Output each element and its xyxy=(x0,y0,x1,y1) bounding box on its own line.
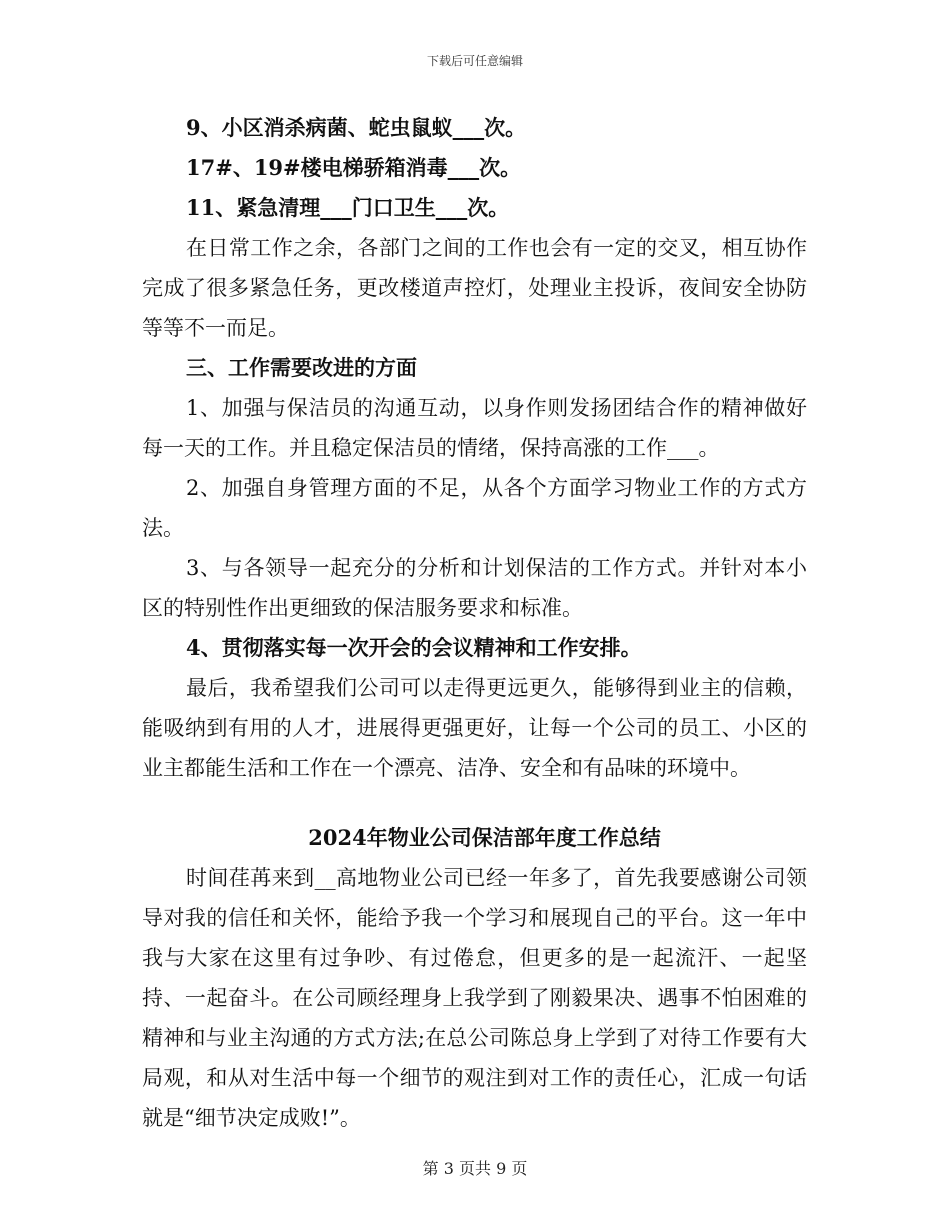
paragraph-daily-work: 在日常工作之余，各部门之间的工作也会有一定的交叉，相互协作完成了很多紧急任务，更改楼道声控灯，处理业主投诉，夜间安全协防等等不一而足。 xyxy=(142,236,807,340)
document-body xyxy=(142,108,807,1138)
item-9-disinfection: 9、小区消杀病菌、蛇虫鼠蚁___次。 xyxy=(186,115,527,140)
section-title: 2024年物业公司保洁部年度工作总结 xyxy=(308,825,661,850)
page-header-note: 下载后可任意编辑 xyxy=(426,54,523,68)
item-11-emergency-cleaning: 11、紧急清理___门口卫生___次。 xyxy=(186,195,510,220)
paragraph-annual-summary-intro: 时间荏苒来到__高地物业公司已经一年多了，首先我要感谢公司领导对我的信任和关怀，能给予我一个学习和展现自己的平台。这一年中我与大家在这里有过争吵、有过倦怠，但更多的是一起流汗、一起坚持、一起奋斗。在公司顾经理身上我学到了刚毅果决、遇事不怕困难的精神和与业主沟通的方式方法;在总公司陈总身上学到了对待工作要有大局观，和从对生活中每一个细节的观注到对工作的责任心，汇成一句话就是“细节决定成败!”。 xyxy=(142,866,807,1130)
paragraph-conclusion: 最后，我希望我们公司可以走得更远更久，能够得到业主的信赖，能吸纳到有用的人才，进展得更强更好，让每一个公司的员工、小区的业主都能生活和工作在一个漂亮、洁净、安全和有品味的环境中。 xyxy=(142,676,807,780)
item-elevator-disinfection: 17#、19#楼电梯骄箱消毒___次。 xyxy=(186,155,522,180)
improvement-item-3: 3、与各领导一起充分的分析和计划保洁的工作方式。并针对本小区的特别性作出更细致的保洁服务要求和标准。 xyxy=(142,556,807,620)
improvement-item-4: 4、贯彻落实每一次开会的会议精神和工作安排。 xyxy=(186,635,642,660)
improvement-item-2: 2、加强自身管理方面的不足，从各个方面学习物业工作的方式方法。 xyxy=(142,476,807,540)
improvement-item-1: 1、加强与保洁员的沟通互动，以身作则发扬团结合作的精神做好每一天的工作。并且稳定保洁员的情绪，保持高涨的工作___。 xyxy=(142,396,807,460)
page-number-footer: 第 3 页共 9 页 xyxy=(422,1159,528,1178)
heading-improvements: 三、工作需要改进的方面 xyxy=(186,355,417,380)
